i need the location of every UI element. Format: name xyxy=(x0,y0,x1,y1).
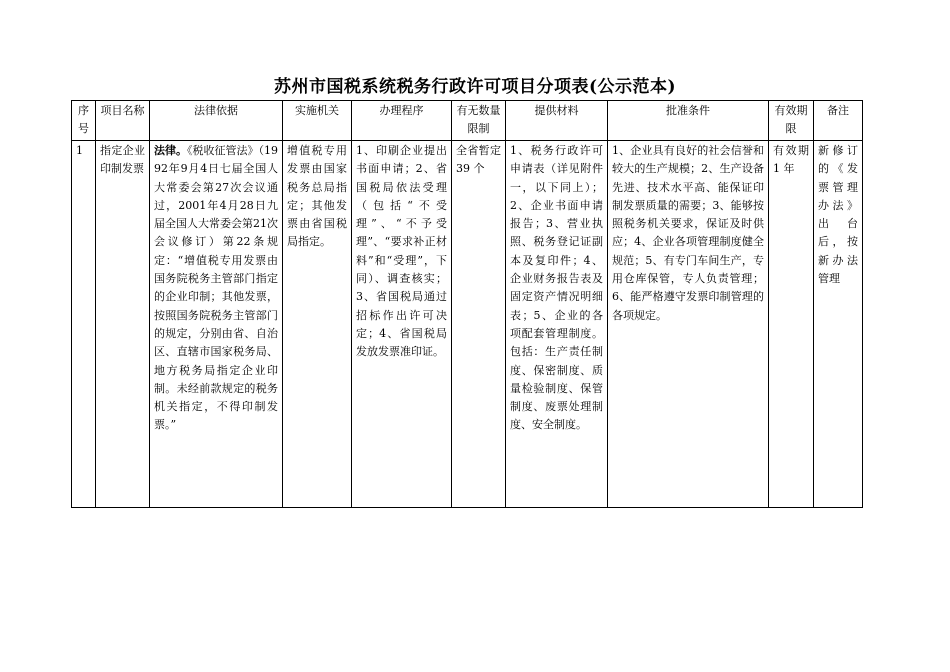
cell-item-name: 指定企业印制发票 xyxy=(96,141,150,508)
cell-authority: 增值税专用发票由国家税务总局指定；其他发票由省国税局指定。 xyxy=(283,141,352,508)
header-materials: 提供材料 xyxy=(506,101,608,141)
header-legal-basis: 法律依据 xyxy=(150,101,283,141)
cell-remarks: 新修订的《发票管理办法》出台后，按新办法管理 xyxy=(814,141,863,508)
cell-quantity-limit: 全省暂定 39 个 xyxy=(452,141,506,508)
cell-validity: 有效期 1 年 xyxy=(769,141,814,508)
cell-seq: 1 xyxy=(72,141,96,508)
permit-items-table xyxy=(71,100,863,508)
header-authority: 实施机关 xyxy=(283,101,352,141)
legal-basis-lead: 法律。 xyxy=(154,144,187,157)
legal-basis-text: 《税收征管法》（1992年9月4日七届全国人大常委会第27次会议通过，2001年4月28日九届全国人大常委会第21次会议修订）第22条规定：“增值税专用发票由国务院税务主管部门指定的企业印制；其他发票，按照国务院税务主管部门的规定，分别由省、自治区、直辖市国家税务局、地方税务局指定企业印制。未经前款规定的税务机关指定，不得印制发票。” xyxy=(154,144,278,432)
header-conditions: 批准条件 xyxy=(608,101,769,141)
header-seq: 序号 xyxy=(72,101,96,141)
cell-materials: 1、税务行政许可申请表（详见附件一，以下同上）；2、企业书面申请报告；3、营业执照、税务登记证副本及复印件；4、企业财务报告表及固定资产情况明细表；5、企业的各项配套管理制度。包括：生产责任制度、保密制度、质量检验制度、保管制度、废票处理制度、安全制度。 xyxy=(506,141,608,508)
header-procedure: 办理程序 xyxy=(352,101,452,141)
header-item-name: 项目名称 xyxy=(96,101,150,141)
header-quantity-limit: 有无数量限制 xyxy=(452,101,506,141)
table-header-row xyxy=(72,101,863,141)
cell-legal-basis xyxy=(150,141,283,508)
header-remarks: 备注 xyxy=(814,101,863,141)
header-validity: 有效期限 xyxy=(769,101,814,141)
page-title: 苏州市国税系统税务行政许可项目分项表(公示范本) xyxy=(273,77,677,97)
cell-conditions: 1、企业具有良好的社会信誉和较大的生产规模；2、生产设备先进、技术水平高、能保证印制发票质量的需要；3、能够按照税务机关要求，保证及时供应；4、企业各项管理制度健全规范；5、有专门车间生产，专用仓库保管，专人负责管理；6、能严格遵守发票印制管理的各项规定。 xyxy=(608,141,769,508)
table-row xyxy=(72,141,863,508)
cell-procedure: 1、印刷企业提出书面申请；2、省国税局依法受理（包括“不受理”、“不予受理”、“要求补正材料”和“受理”，下同）、调查核实；3、省国税局通过招标作出许可决定；4、省国税局发放发票准印证。 xyxy=(352,141,452,508)
